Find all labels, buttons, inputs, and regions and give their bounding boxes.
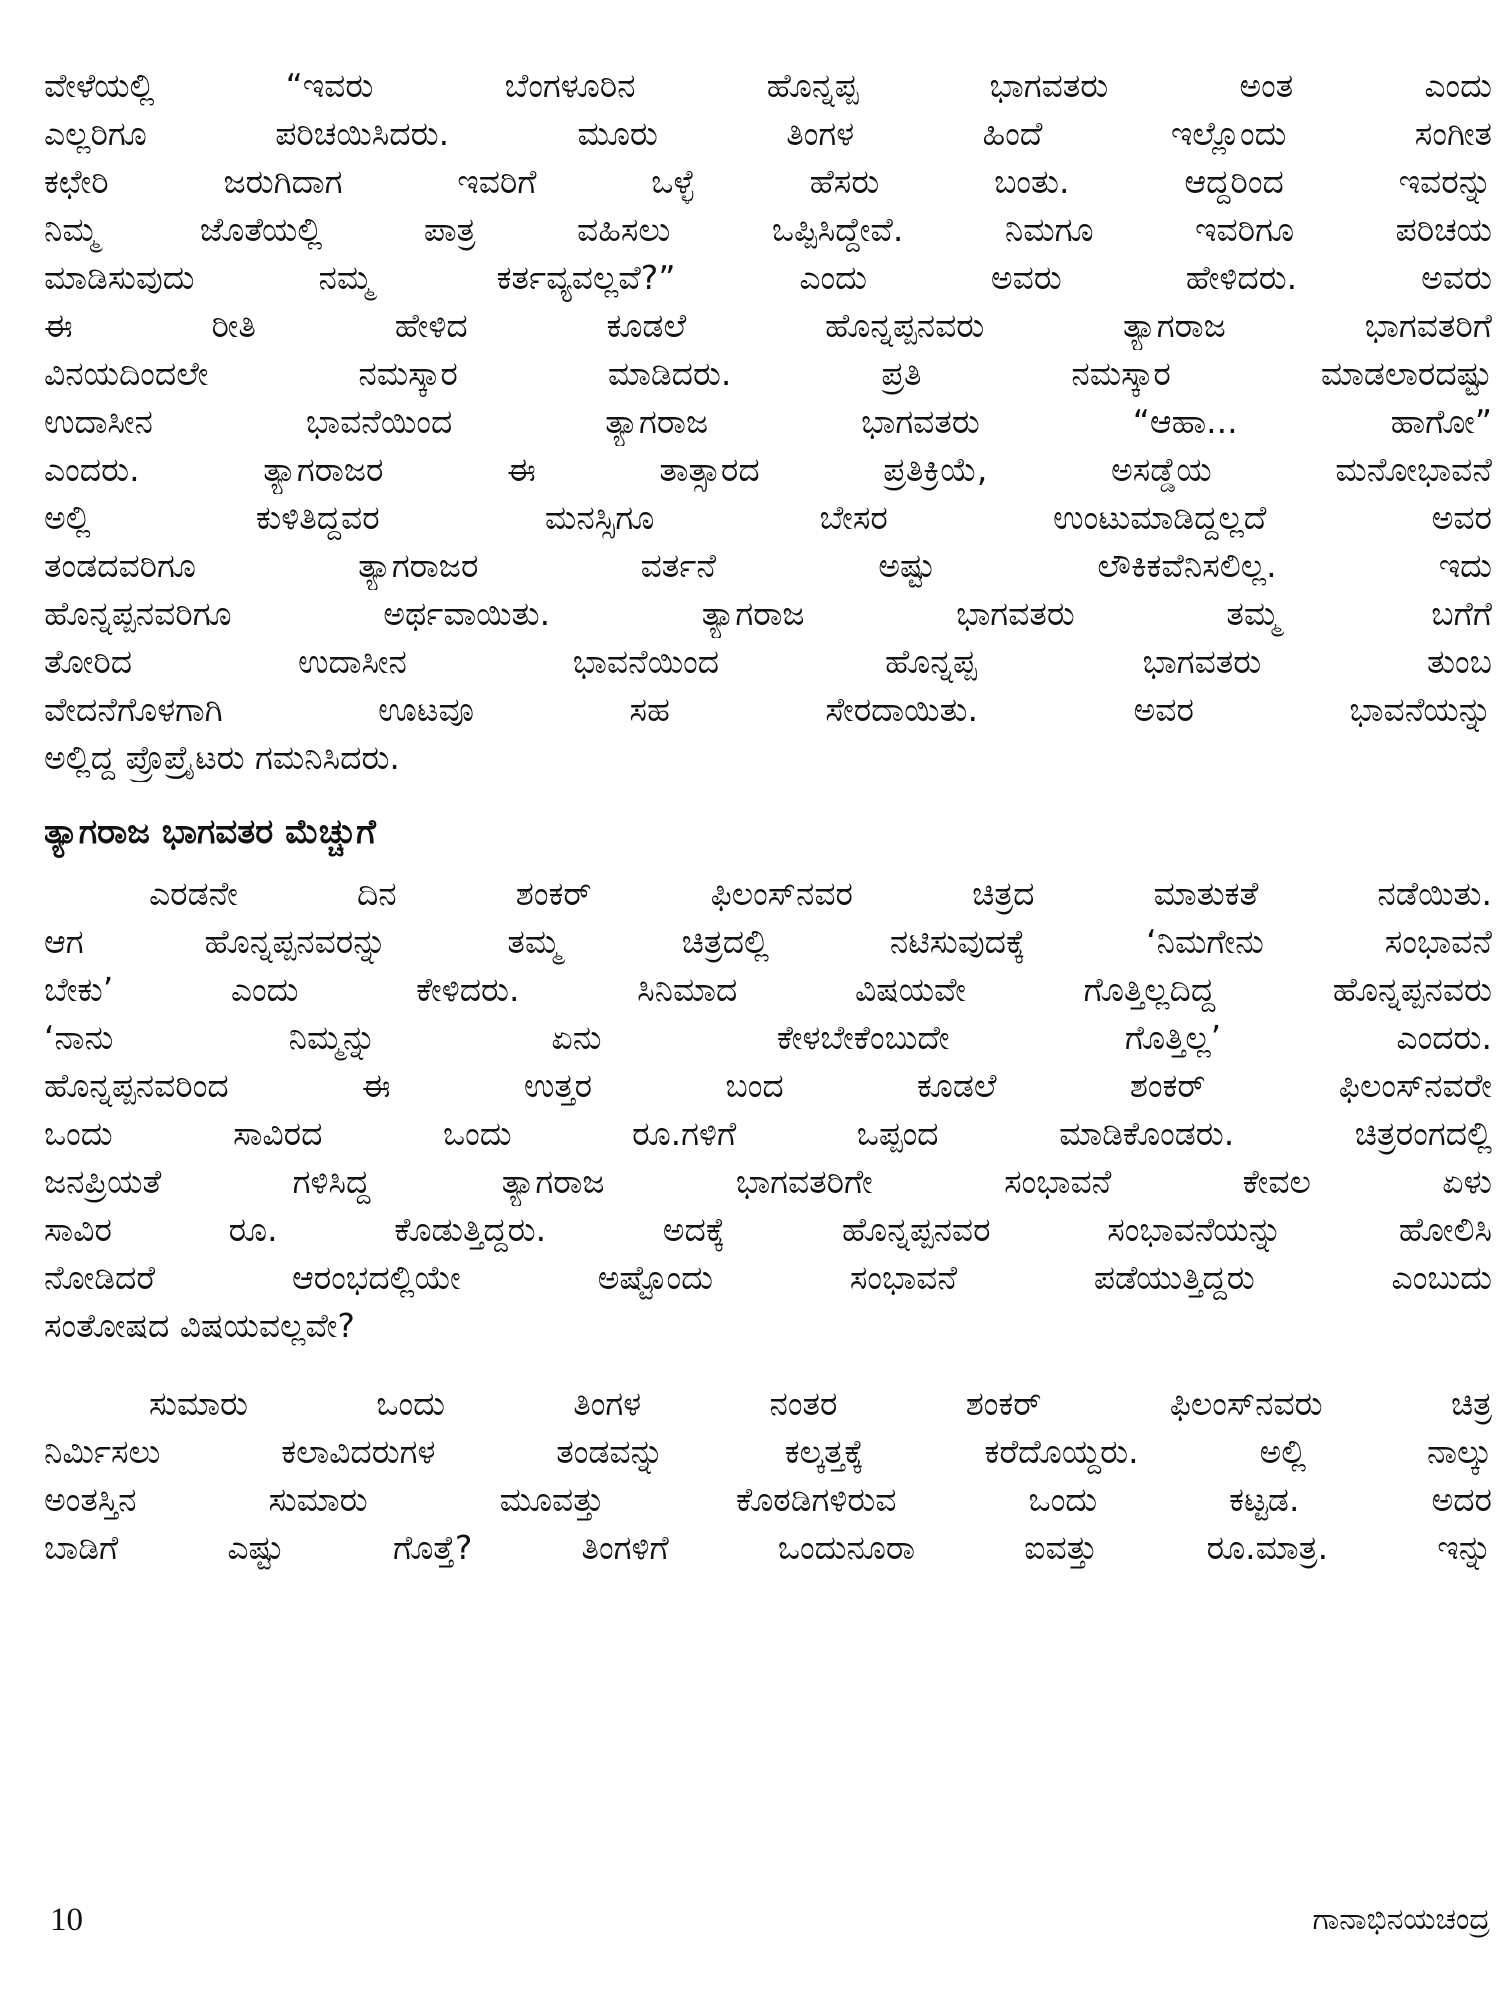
text-line: ಸಂತೋಷದ ವಿಷಯವಲ್ಲವೇ? bbox=[44, 1306, 355, 1345]
text-line: ಒಂದು ಸಾವಿರದ ಒಂದು ರೂ.ಗಳಿಗೆ ಒಪ್ಪಂದ ಮಾಡಿಕೊಂಡರು. ಚಿತ್ರರಂಗದಲ್ಲಿ bbox=[44, 1114, 1492, 1153]
text-line: ಸುಮಾರು ಒಂದು ತಿಂಗಳ ನಂತರ ಶಂಕರ್ ಫಿಲಂಸ್‌ನವರು ಚಿತ್ರ bbox=[149, 1384, 1492, 1423]
text-line: ಬಾಡಿಗೆ ಎಷ್ಟು ಗೊತ್ತೆ? ತಿಂಗಳಿಗೆ ಒಂದುನೂರಾ ಐವತ್ತು ರೂ.ಮಾತ್ರ. ಇನ್ನು bbox=[44, 1528, 1492, 1567]
text-line: ನಿರ್ಮಿಸಲು ಕಲಾವಿದರುಗಳ ತಂಡವನ್ನು ಕಲ್ಕತ್ತಕ್ಕೆ ಕರೆದೊಯ್ದರು. ಅಲ್ಲಿ ನಾಲ್ಕು bbox=[44, 1432, 1492, 1471]
text-line: ಈ ರೀತಿ ಹೇಳಿದ ಕೂಡಲೆ ಹೊನ್ನಪ್ಪನವರು ತ್ಯಾಗರಾಜ ಭಾಗವತರಿಗೆ bbox=[44, 306, 1492, 345]
page-body bbox=[44, 62, 1492, 1572]
text-line: ಹೊನ್ನಪ್ಪನವರಿಂದ ಈ ಉತ್ತರ ಬಂದ ಕೂಡಲೆ ಶಂಕರ್ ಫಿಲಂಸ್‌ನವರೇ bbox=[44, 1066, 1492, 1105]
text-line: ‘ನಾನು ನಿಮ್ಮನ್ನು ಏನು ಕೇಳಬೇಕೆಂಬುದೇ ಗೊತ್ತಿಲ್ಲ’ ಎಂದರು. bbox=[44, 1018, 1492, 1057]
text-line: ಬೇಕು’ ಎಂದು ಕೇಳಿದರು. ಸಿನಿಮಾದ ವಿಷಯವೇ ಗೊತ್ತಿಲ್ಲದಿದ್ದ ಹೊನ್ನಪ್ಪನವರು bbox=[44, 970, 1492, 1009]
text-line: ಕಛೇರಿ ಜರುಗಿದಾಗ ಇವರಿಗೆ ಒಳ್ಳೆ ಹೆಸರು ಬಂತು. ಆದ್ದರಿಂದ ಇವರನ್ನು bbox=[44, 162, 1492, 201]
text-line: ಆಗ ಹೊನ್ನಪ್ಪನವರನ್ನು ತಮ್ಮ ಚಿತ್ರದಲ್ಲಿ ನಟಿಸುವುದಕ್ಕೆ ‘ನಿಮಗೇನು ಸಂಭಾವನೆ bbox=[44, 922, 1492, 961]
book-title: ಗಾನಾಭಿನಯಚಂದ್ರ bbox=[1312, 1902, 1490, 1937]
text-line: ವೇದನೆಗೊಳಗಾಗಿ ಊಟವೂ ಸಹ ಸೇರದಾಯಿತು. ಅವರ ಭಾವನೆಯನ್ನು bbox=[44, 690, 1492, 729]
paragraph-3 bbox=[44, 1380, 1492, 1572]
text-line: ತೋರಿದ ಉದಾಸೀನ ಭಾವನೆಯಿಂದ ಹೊನ್ನಪ್ಪ ಭಾಗವತರು ತುಂಬ bbox=[44, 642, 1492, 681]
text-line: ಎಲ್ಲರಿಗೂ ಪರಿಚಯಿಸಿದರು. ಮೂರು ತಿಂಗಳ ಹಿಂದೆ ಇಲ್ಲೊಂದು ಸಂಗೀತ bbox=[44, 114, 1492, 153]
text-line: ತಂಡದವರಿಗೂ ತ್ಯಾಗರಾಜರ ವರ್ತನೆ ಅಷ್ಟು ಲೌಕಿಕವೆನಿಸಲಿಲ್ಲ. ಇದು bbox=[44, 546, 1492, 585]
text-line: ಜನಪ್ರಿಯತೆ ಗಳಿಸಿದ್ದ ತ್ಯಾಗರಾಜ ಭಾಗವತರಿಗೇ ಸಂಭಾವನೆ ಕೇವಲ ಏಳು bbox=[44, 1162, 1492, 1201]
text-line: ವೇಳೆಯಲ್ಲಿ “ಇವರು ಬೆಂಗಳೂರಿನ ಹೊನ್ನಪ್ಪ ಭಾಗವತರು ಅಂತ ಎಂದು bbox=[44, 66, 1492, 105]
text-line: ಎರಡನೇ ದಿನ ಶಂಕರ್ ಫಿಲಂಸ್‌ನವರ ಚಿತ್ರದ ಮಾತುಕತೆ ನಡೆಯಿತು. bbox=[149, 874, 1492, 913]
paragraph-spacer bbox=[44, 1350, 1492, 1380]
text-line: ಎಂದರು. ತ್ಯಾಗರಾಜರ ಈ ತಾತ್ಸಾರದ ಪ್ರತಿಕ್ರಿಯೆ, ಅಸಡ್ಡೆಯ ಮನೋಭಾವನೆ bbox=[44, 450, 1492, 489]
page-number: 10 bbox=[50, 1902, 83, 1938]
paragraph-2 bbox=[44, 870, 1492, 1350]
text-line: ನಿಮ್ಮ ಜೊತೆಯಲ್ಲಿ ಪಾತ್ರ ವಹಿಸಲು ಒಪ್ಪಿಸಿದ್ದೇವೆ. ನಿಮಗೂ ಇವರಿಗೂ ಪರಿಚಯ bbox=[44, 210, 1492, 249]
section-heading: ತ್ಯಾಗರಾಜ ಭಾಗವತರ ಮೆಚ್ಚುಗೆ bbox=[44, 812, 376, 852]
text-line: ಮಾಡಿಸುವುದು ನಮ್ಮ ಕರ್ತವ್ಯವಲ್ಲವೆ?” ಎಂದು ಅವರು ಹೇಳಿದರು. ಅವರು bbox=[44, 258, 1492, 297]
text-line: ಅಲ್ಲಿದ್ದ ಪ್ರೊಪ್ರೈಟರು ಗಮನಿಸಿದರು. bbox=[44, 738, 400, 777]
text-line: ನೋಡಿದರೆ ಆರಂಭದಲ್ಲಿಯೇ ಅಷ್ಟೊಂದು ಸಂಭಾವನೆ ಪಡೆಯುತ್ತಿದ್ದರು ಎಂಬುದು bbox=[44, 1258, 1492, 1297]
paragraph-1 bbox=[44, 62, 1492, 782]
page-footer bbox=[50, 1896, 1490, 1944]
text-line: ವಿನಯದಿಂದಲೇ ನಮಸ್ಕಾರ ಮಾಡಿದರು. ಪ್ರತಿ ನಮಸ್ಕಾರ ಮಾಡಲಾರದಷ್ಟು bbox=[44, 354, 1492, 393]
text-line: ಅಂತಸ್ತಿನ ಸುಮಾರು ಮೂವತ್ತು ಕೊಠಡಿಗಳಿರುವ ಒಂದು ಕಟ್ಟಡ. ಅದರ bbox=[44, 1480, 1492, 1519]
text-line: ಉದಾಸೀನ ಭಾವನೆಯಿಂದ ತ್ಯಾಗರಾಜ ಭಾಗವತರು “ಆಹಾ... ಹಾಗೋ” bbox=[44, 402, 1492, 441]
text-line: ಹೊನ್ನಪ್ಪನವರಿಗೂ ಅರ್ಥವಾಯಿತು. ತ್ಯಾಗರಾಜ ಭಾಗವತರು ತಮ್ಮ ಬಗೆಗೆ bbox=[44, 594, 1492, 633]
text-line: ಅಲ್ಲಿ ಕುಳಿತಿದ್ದವರ ಮನಸ್ಸಿಗೂ ಬೇಸರ ಉಂಟುಮಾಡಿದ್ದಲ್ಲದೆ ಅವರ bbox=[44, 498, 1492, 537]
text-line: ಸಾವಿರ ರೂ. ಕೊಡುತ್ತಿದ್ದರು. ಅದಕ್ಕೆ ಹೊನ್ನಪ್ಪನವರ ಸಂಭಾವನೆಯನ್ನು ಹೋಲಿಸಿ bbox=[44, 1210, 1492, 1249]
